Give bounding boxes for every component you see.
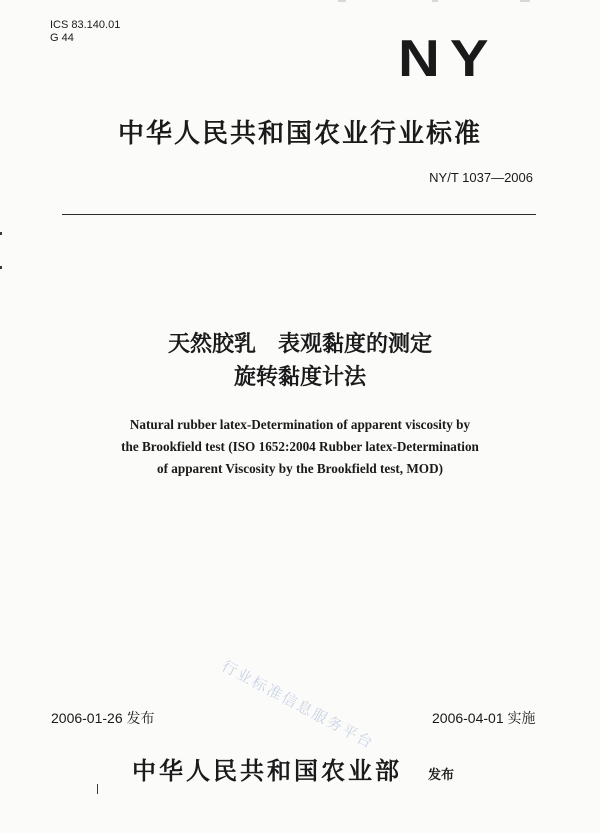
clc-code: G 44: [50, 32, 74, 44]
document-subtitle-cn: 旋转黏度计法: [233, 365, 366, 390]
implementation-date: 2006-04-01 实施: [432, 710, 536, 726]
scan-mark: [0, 266, 2, 269]
ics-code: ICS 83.140.01: [50, 19, 121, 31]
document-title-cn: 天然胶乳 表观黏度的测定: [167, 332, 432, 357]
standard-logo: NY: [398, 29, 499, 88]
issue-date: 2006-01-26 发布: [51, 710, 155, 726]
document-title-en-line: Natural rubber latex-Determination of apparent viscosity by: [129, 417, 471, 432]
scan-mark: [432, 0, 438, 2]
document-title-en-line: the Brookfield test (ISO 1652:2004 Rubber latex-Determination: [121, 439, 479, 454]
document-title-en-line: of apparent Viscosity by the Brookfield test, MOD): [157, 461, 443, 476]
issued-label: 发布: [428, 768, 455, 783]
header-divider: [62, 214, 536, 215]
issuing-authority: 中华人民共和国农业部: [132, 757, 402, 785]
scan-mark: [520, 0, 530, 2]
scan-mark: [0, 232, 2, 235]
standard-category-title: 中华人民共和国农业行业标准: [117, 119, 482, 149]
standard-number: NY/T 1037—2006: [429, 170, 533, 185]
watermark: 行业标准信息服务平台: [218, 656, 378, 753]
scan-mark: [338, 0, 346, 2]
scan-mark: [97, 784, 98, 794]
